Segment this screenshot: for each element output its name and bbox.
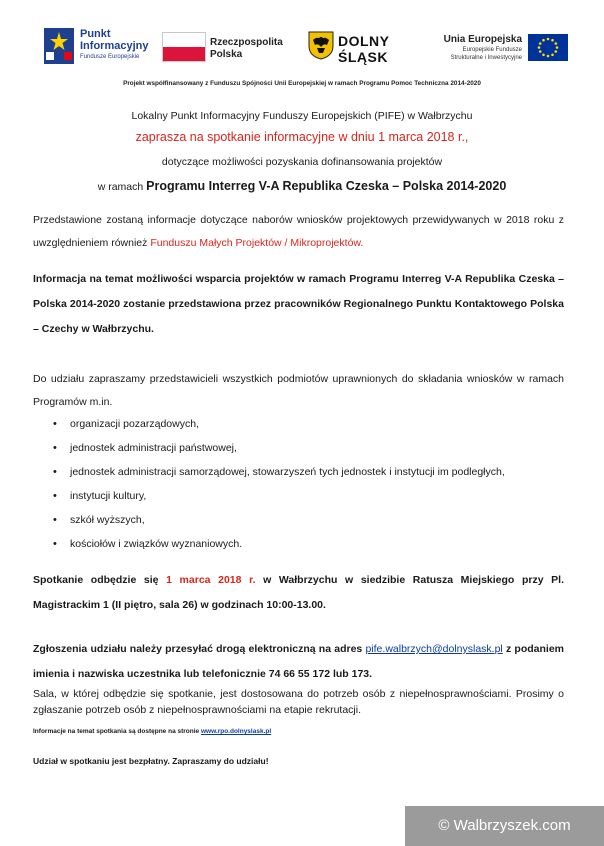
eu-logo: [420, 22, 580, 70]
eu-logo-line1: Unia Europejska: [443, 34, 522, 45]
eligible-list: [33, 412, 564, 556]
bullet-icon: •: [53, 514, 57, 526]
accessibility-paragraph: Sala, w której odbędzie się spotkanie, jest dostosowana do potrzeb osób z niepełnosprawnościami. Prosimy o zgłaszanie potrzeb osób z niepełnosprawnościami na etapie rekrutacji.: [33, 688, 564, 716]
bullet-icon: •: [53, 442, 57, 454]
funds-star-icon: [44, 28, 74, 64]
region-logo: [308, 22, 403, 70]
region-logo-line2: ŚLĄSK: [338, 49, 388, 65]
meeting-text-2: w Wałbrzychu w siedzibie Ratusza Miejskiego przy Pl. Magistrackim 1 (II piętro, sala 26) w godzinach 10:00-13.00.: [33, 574, 564, 611]
registration-email-link[interactable]: pife.walbrzych@dolnyslask.pl: [365, 643, 503, 655]
program-paragraph: Informacja na temat możliwości wsparcia projektów w ramach Programu Interreg V-A Republika Czeska – Polska 2014-2020 zostanie przedstawiona przez pracowników Regionalnego Punktu Kontaktowego Polska – Czechy w Wałbrzychu.: [33, 273, 564, 335]
intro-highlight: Funduszu Małych Projektów / Mikroprojektów.: [150, 237, 364, 249]
poland-logo: [162, 22, 292, 70]
list-item: • jednostek administracji samorządowej, stowarzyszeń tych jednostek i instytucji im podległych,: [33, 460, 564, 484]
region-logo-line1: DOLNY: [338, 33, 390, 49]
info-note-link[interactable]: www.rpo.dolnyslask.pl: [200, 728, 272, 735]
header-organizer: Lokalny Punkt Informacyjny Funduszy Europejskich (PIFE) w Wałbrzychu: [131, 110, 473, 122]
cofinancing-note: Projekt współfinansowany z Funduszu Spójności Unii Europejskiej w ramach Programu Pomoc Techniczna 2014-2020: [123, 80, 481, 87]
poland-logo-line2: Polska: [210, 49, 243, 60]
invite-paragraph: Do udziału zapraszamy przedstawicieli wszystkich podmiotów uprawnionych do składania wniosków w ramach Programów m.in.: [33, 373, 564, 408]
meeting-date: 1 marca 2018 r.: [166, 574, 256, 586]
bullet-icon: •: [53, 538, 57, 550]
info-note: [33, 728, 271, 735]
header-invitation: zaprasza na spotkanie informacyjne w dniu 1 marca 2018 r.,: [135, 130, 469, 144]
intro-text: Przedstawione zostaną informacje dotyczące naborów wniosków projektowych przewidywanych w 2018 roku z uwzględnieniem również: [33, 214, 564, 249]
list-item: • szkół wyższych,: [33, 508, 564, 532]
eu-logo-line2: Europejskie Fundusze: [462, 47, 522, 53]
meeting-paragraph: [33, 568, 564, 618]
poland-logo-line1: Rzeczpospolita: [210, 37, 283, 48]
bullet-icon: •: [53, 418, 57, 430]
list-item: • jednostek administracji państwowej,: [33, 436, 564, 460]
funds-logo-line1: Punkt: [80, 28, 111, 40]
bullet-icon: •: [53, 490, 57, 502]
header-topic: dotyczące możliwości pozyskania dofinansowania projektów: [161, 156, 443, 168]
eagle-crest-icon: [308, 30, 334, 60]
funds-logo-line2: Informacyjny: [80, 40, 149, 52]
free-note: Udział w spotkaniu jest bezpłatny. Zapraszamy do udziału!: [33, 756, 269, 766]
registration-text-1: Zgłoszenia udziału należy przesyłać drogą elektroniczną na adres: [33, 643, 363, 655]
funds-logo: [44, 22, 164, 70]
registration-paragraph: [33, 637, 564, 687]
logo-bar: [0, 22, 604, 72]
list-item: • instytucji kultury,: [33, 484, 564, 508]
funds-logo-line3: Fundusze Europejskie: [80, 54, 140, 60]
info-note-text: Informacje na temat spotkania są dostępne na stronie: [33, 728, 200, 735]
meeting-text-1: Spotkanie odbędzie się: [33, 574, 159, 586]
header-program-name: Programu Interreg V-A Republika Czeska – Polska 2014-2020: [146, 179, 507, 193]
registration-text-2: z podaniem imienia i nazwiska uczestnika lub telefonicznie 74 66 55 172 lub 173.: [33, 643, 565, 680]
header-program: [0, 179, 604, 193]
intro-paragraph: [33, 209, 564, 255]
eu-logo-line3: Strukturalne i Inwestycyjne: [450, 55, 522, 61]
poland-flag-icon: [162, 32, 206, 62]
eu-flag-icon: [528, 34, 568, 61]
list-item: • kościołów i związków wyznaniowych.: [33, 532, 564, 556]
bullet-icon: •: [53, 466, 57, 478]
watermark: © Walbrzyszek.com: [405, 806, 604, 846]
list-item: • organizacji pozarządowych,: [33, 412, 564, 436]
header-program-prefix: w ramach: [97, 181, 144, 193]
